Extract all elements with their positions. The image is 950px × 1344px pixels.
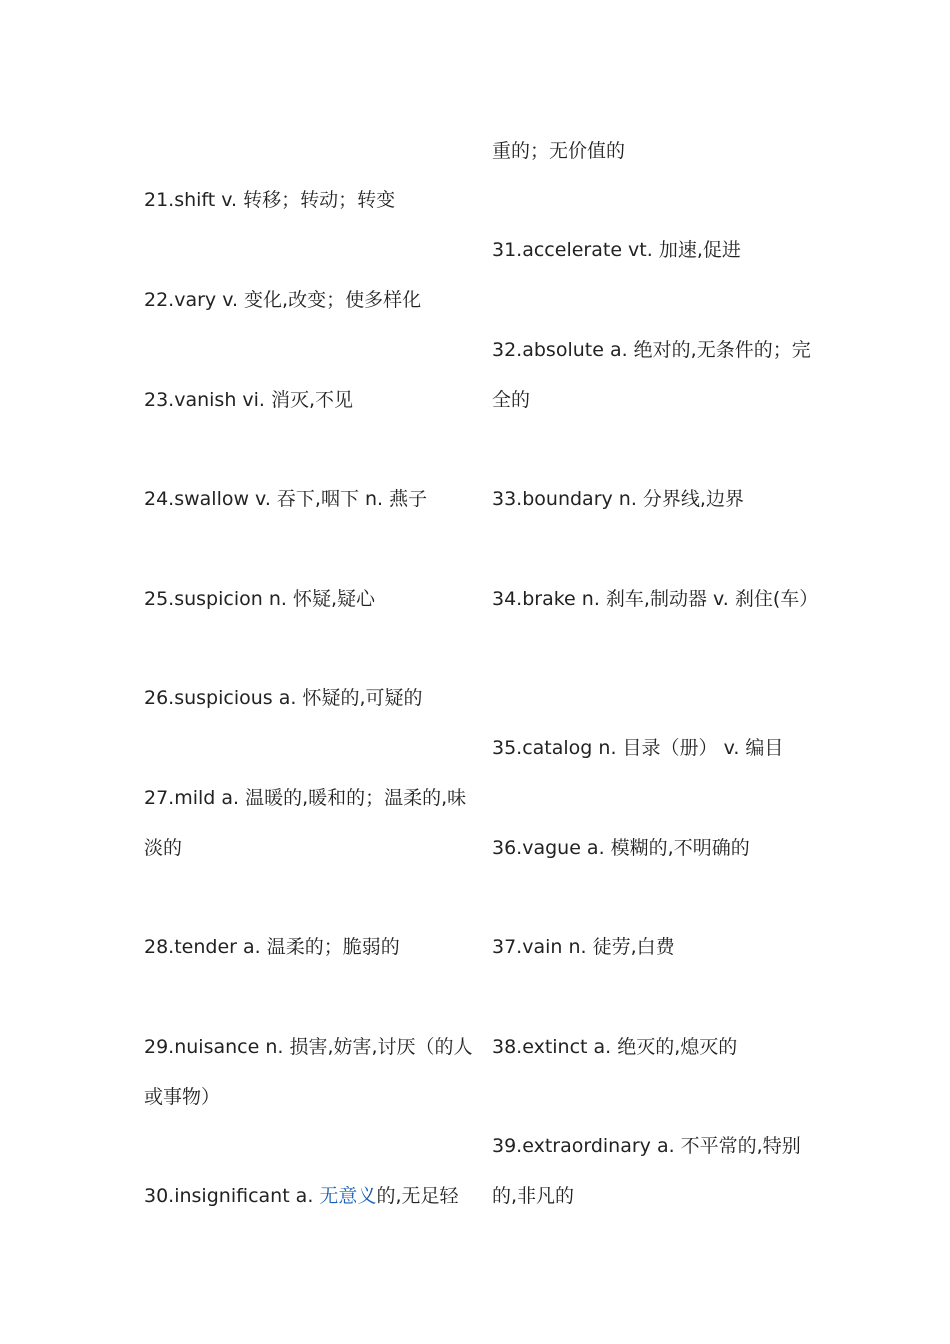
entry-26: 26.suspicious a. 怀疑的,可疑的 — [144, 687, 423, 709]
entry-34: 34.brake n. 刹车,制动器 v. 刹住(车） — [492, 588, 819, 610]
entry-23: 23.vanish vi. 消灭,不见 — [144, 389, 354, 411]
entry-27-line-2: 淡的 — [144, 837, 183, 859]
entry-32-line-2: 全的 — [492, 389, 531, 411]
entry-30-link[interactable]: 无意义 — [319, 1185, 377, 1207]
entry-24: 24.swallow v. 吞下,咽下 n. 燕子 — [144, 488, 428, 510]
entry-25: 25.suspicion n. 怀疑,疑心 — [144, 588, 375, 610]
entry-30-line-1 — [144, 1183, 458, 1209]
entry-39-line-1: 39.extraordinary a. 不平常的,特别 — [492, 1135, 801, 1157]
entry-30-prefix: 30.insignificant a. — [144, 1185, 320, 1207]
entry-28: 28.tender a. 温柔的；脆弱的 — [144, 936, 400, 958]
entry-22: 22.vary v. 变化,改变；使多样化 — [144, 289, 422, 311]
entry-37: 37.vain n. 徒劳,白费 — [492, 936, 675, 958]
entry-30-suffix: 的,无足轻 — [376, 1185, 459, 1207]
entry-38: 38.extinct a. 绝灭的,熄灭的 — [492, 1036, 738, 1058]
entry-29-line-1: 29.nuisance n. 损害,妨害,讨厌（的人 — [144, 1036, 473, 1058]
entry-30-line-2: 重的；无价值的 — [492, 140, 626, 162]
entry-32-line-1: 32.absolute a. 绝对的,无条件的；完 — [492, 339, 811, 361]
entry-27-line-1: 27.mild a. 温暖的,暖和的；温柔的,味 — [144, 787, 467, 809]
entry-36: 36.vague a. 模糊的,不明确的 — [492, 837, 750, 859]
entry-39-line-2: 的,非凡的 — [492, 1185, 575, 1207]
entry-33: 33.boundary n. 分界线,边界 — [492, 488, 744, 510]
entry-35: 35.catalog n. 目录（册） v. 编目 — [492, 737, 784, 759]
entry-31: 31.accelerate vt. 加速,促进 — [492, 239, 741, 261]
entry-29-line-2: 或事物） — [144, 1086, 221, 1108]
entry-21: 21.shift v. 转移；转动；转变 — [144, 189, 396, 211]
